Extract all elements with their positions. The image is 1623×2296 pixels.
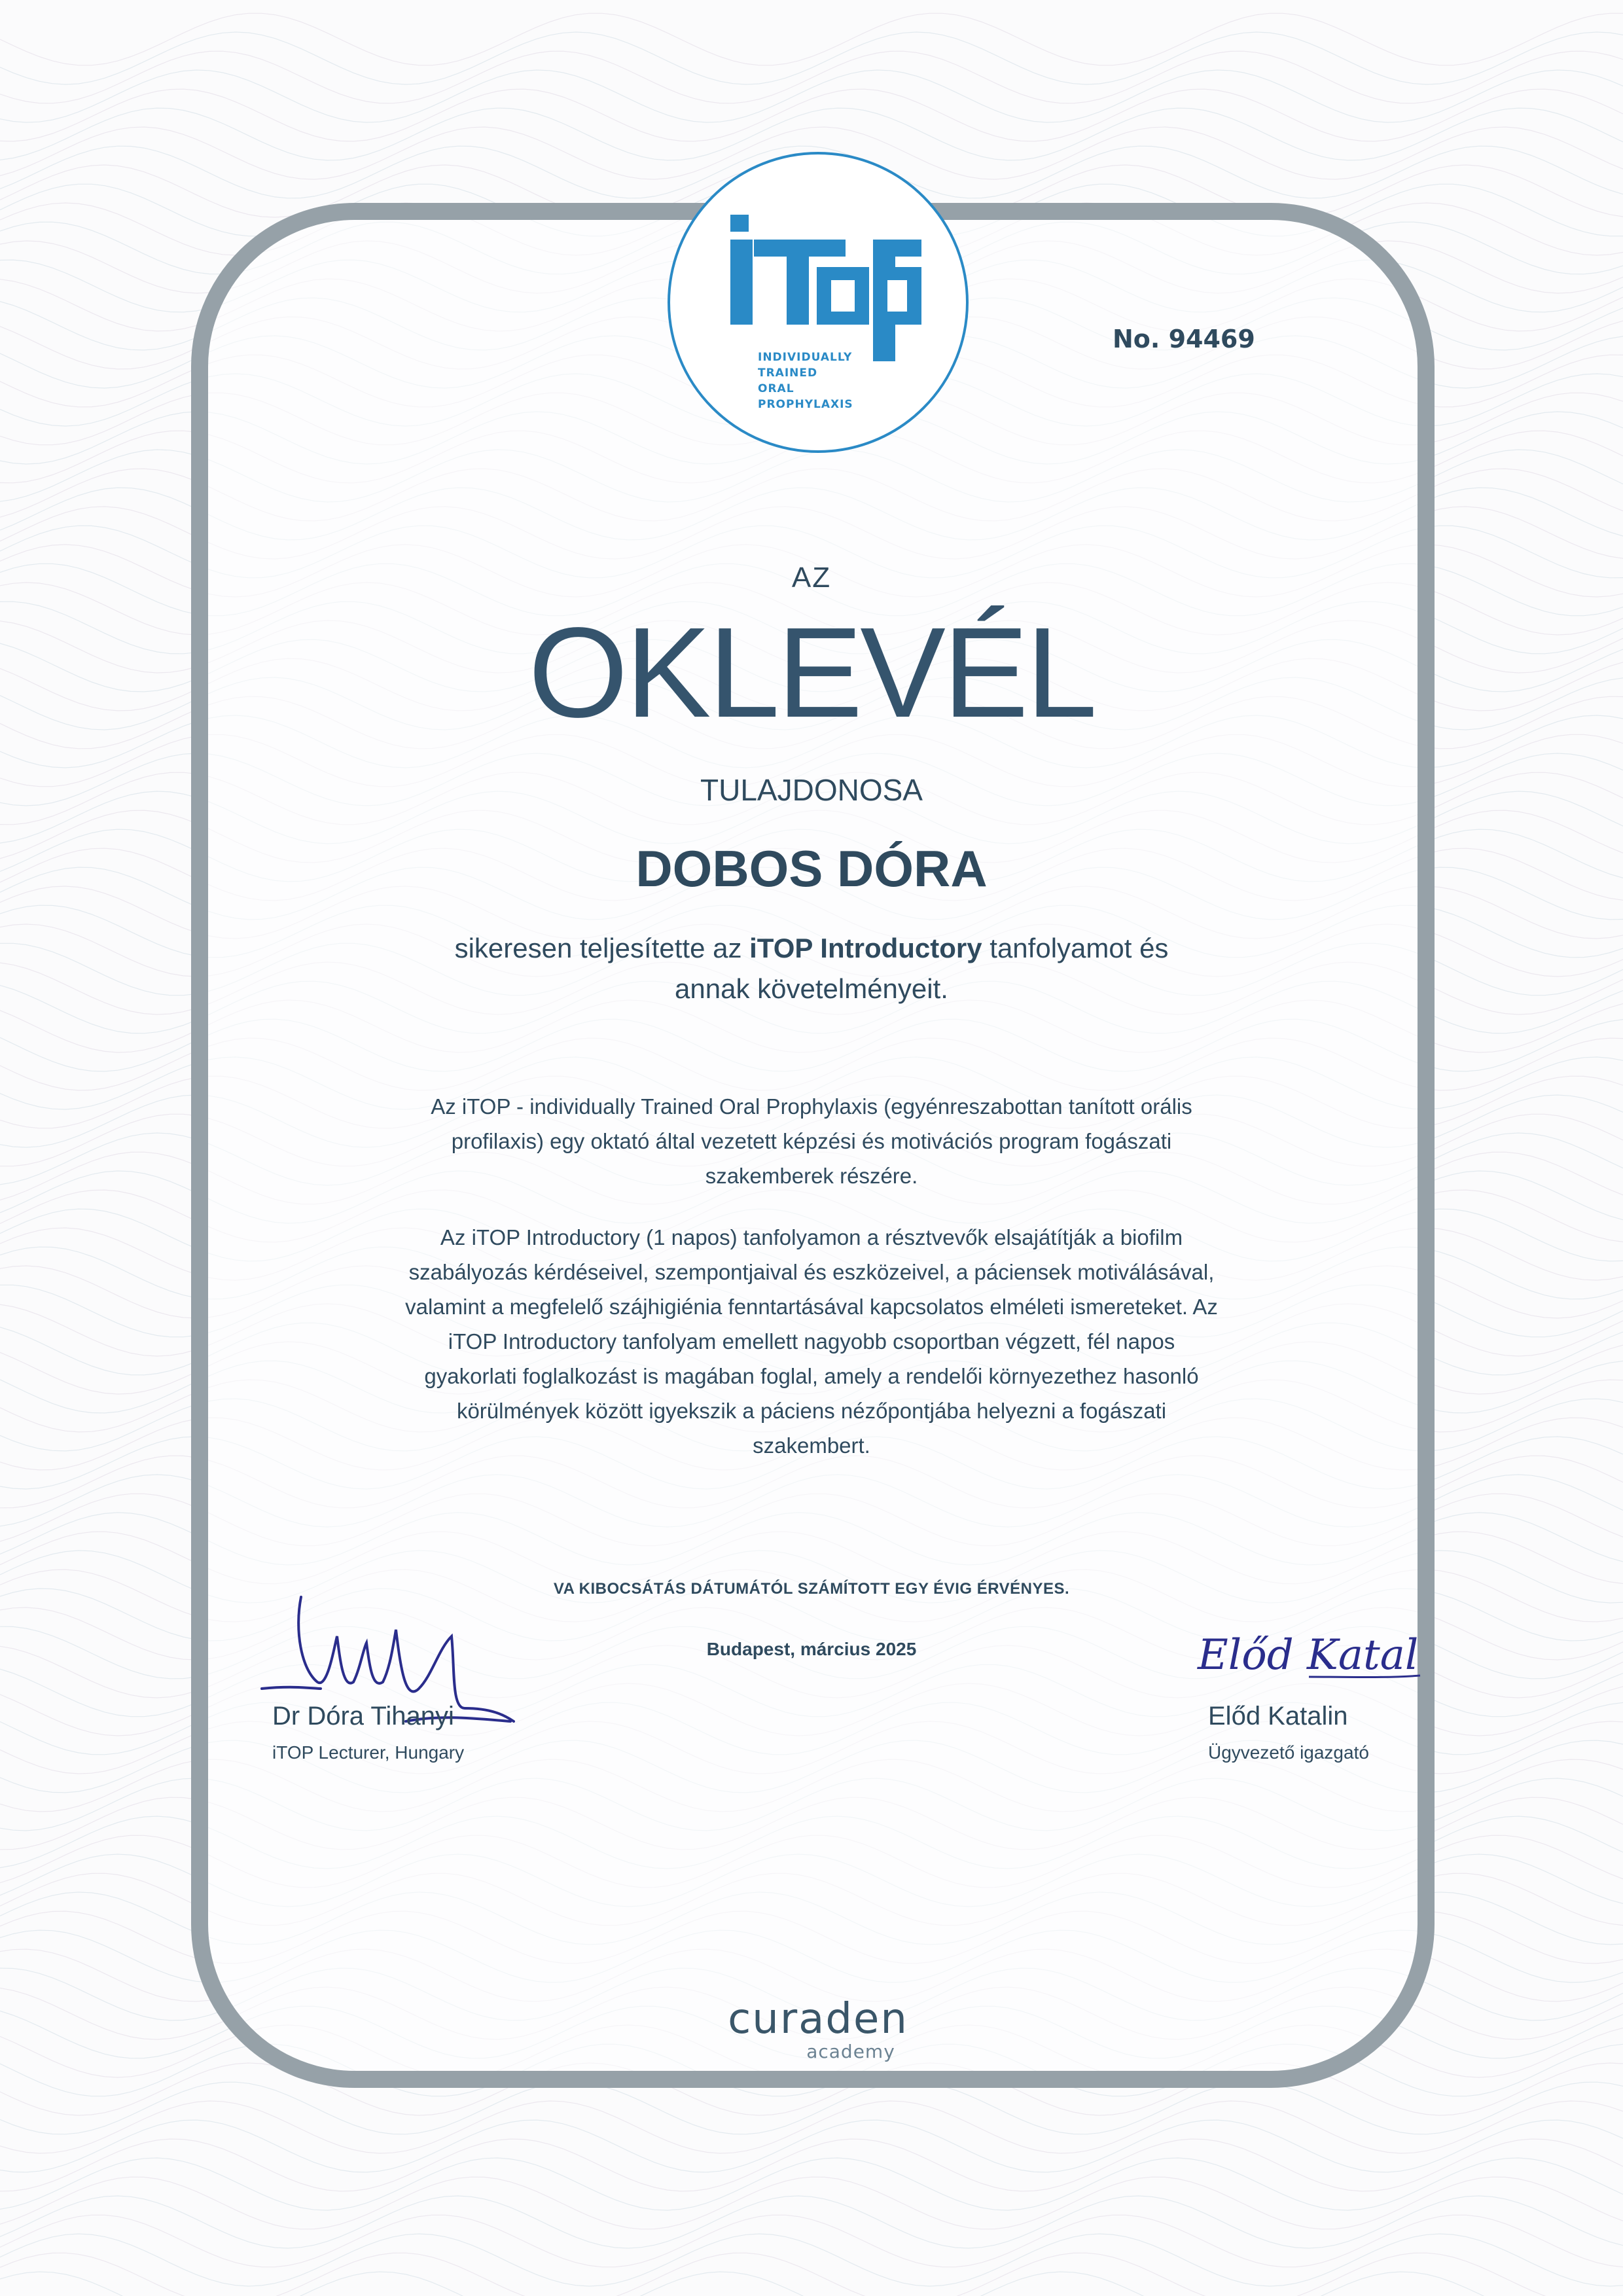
right-signature: [1191, 1617, 1427, 1702]
logo-line: PROPHYLAXIS: [758, 398, 853, 411]
page-title: OKLEVÉL: [528, 601, 1095, 744]
owner-label: TULAJDONOSA: [700, 773, 923, 807]
right-signer-name: Előd Katalin: [1208, 1702, 1348, 1731]
logo-line: ORAL: [758, 382, 794, 395]
logo-line: INDIVIDUALLY: [758, 351, 853, 364]
title-article: AZ: [791, 562, 832, 594]
brand-name: curaden: [728, 1995, 908, 2043]
completion-statement: [223, 928, 1400, 1009]
left-signer-name: Dr Dóra Tihanyi: [272, 1702, 454, 1731]
itop-logo-text: [758, 350, 902, 412]
recipient-name: DOBOS DÓRA: [635, 840, 988, 897]
guilloche-line: [0, 2196, 1623, 2248]
statement-after: tanfolyamot és: [982, 933, 1169, 963]
logo-line: TRAINED: [758, 367, 818, 380]
guilloche-line: [0, 2120, 1623, 2172]
description-paragraph-1: Az iTOP - individually Trained Oral Prophylaxis (egyénreszabottan tanított orális profilaxis) egy oktató által vezetett képzési és motivációs program fogászati szakemberek részére.: [431, 1094, 1192, 1188]
validity-note: VA KIBOCSÁTÁS DÁTUMÁTÓL SZÁMÍTOTT EGY ÉVIG ÉRVÉNYES.: [553, 1580, 1070, 1598]
guilloche-line: [0, 2177, 1623, 2229]
guilloche-line: [0, 2215, 1623, 2267]
guilloche-line: [0, 2158, 1623, 2210]
course-name: iTOP Introductory: [749, 933, 982, 963]
statement-line2: annak követelményeit.: [675, 973, 948, 1004]
certificate-number: No. 94469: [1113, 325, 1255, 353]
right-signature-text: Előd Katal: [1198, 1631, 1419, 1679]
guilloche-line: [0, 2139, 1623, 2191]
guilloche-line: [0, 13, 1623, 65]
statement-before: sikeresen teljesítette az: [454, 933, 750, 963]
guilloche-line: [0, 51, 1623, 103]
description-paragraph-2: Az iTOP Introductory (1 napos) tanfolyamon a résztvevők elsajátítják a biofilm szabályozás kérdéseivel, szempontjaival és eszközeivel, a páciensek motiválásával, valamint a megfelelő szájhigiénia fenntartásával kapcsolatos elméleti ismereteket. Az iTOP Introductory tanfolyam emellett nagyobb csoportban végzett, fél napos gyakorlati foglalkozást is magában foglal, amely a rendelői környezethez hasonló körülmények között igyekszik a páciens nézőpontjába helyezni a fogászati szakembert.: [405, 1225, 1218, 1458]
itop-logo-icon: [725, 211, 921, 361]
guilloche-line: [0, 2101, 1623, 2153]
guilloche-line: [0, 32, 1623, 84]
guilloche-line: [0, 2272, 1623, 2296]
left-signer-role: iTOP Lecturer, Hungary: [272, 1742, 465, 1763]
brand-sub: academy: [806, 2041, 895, 2062]
curaden-academy-logo: [681, 1996, 955, 2062]
place-date: Budapest, március 2025: [706, 1639, 917, 1659]
guilloche-line: [0, 2082, 1623, 2134]
right-signer-role: Ügyvezető igazgató: [1208, 1742, 1369, 1763]
